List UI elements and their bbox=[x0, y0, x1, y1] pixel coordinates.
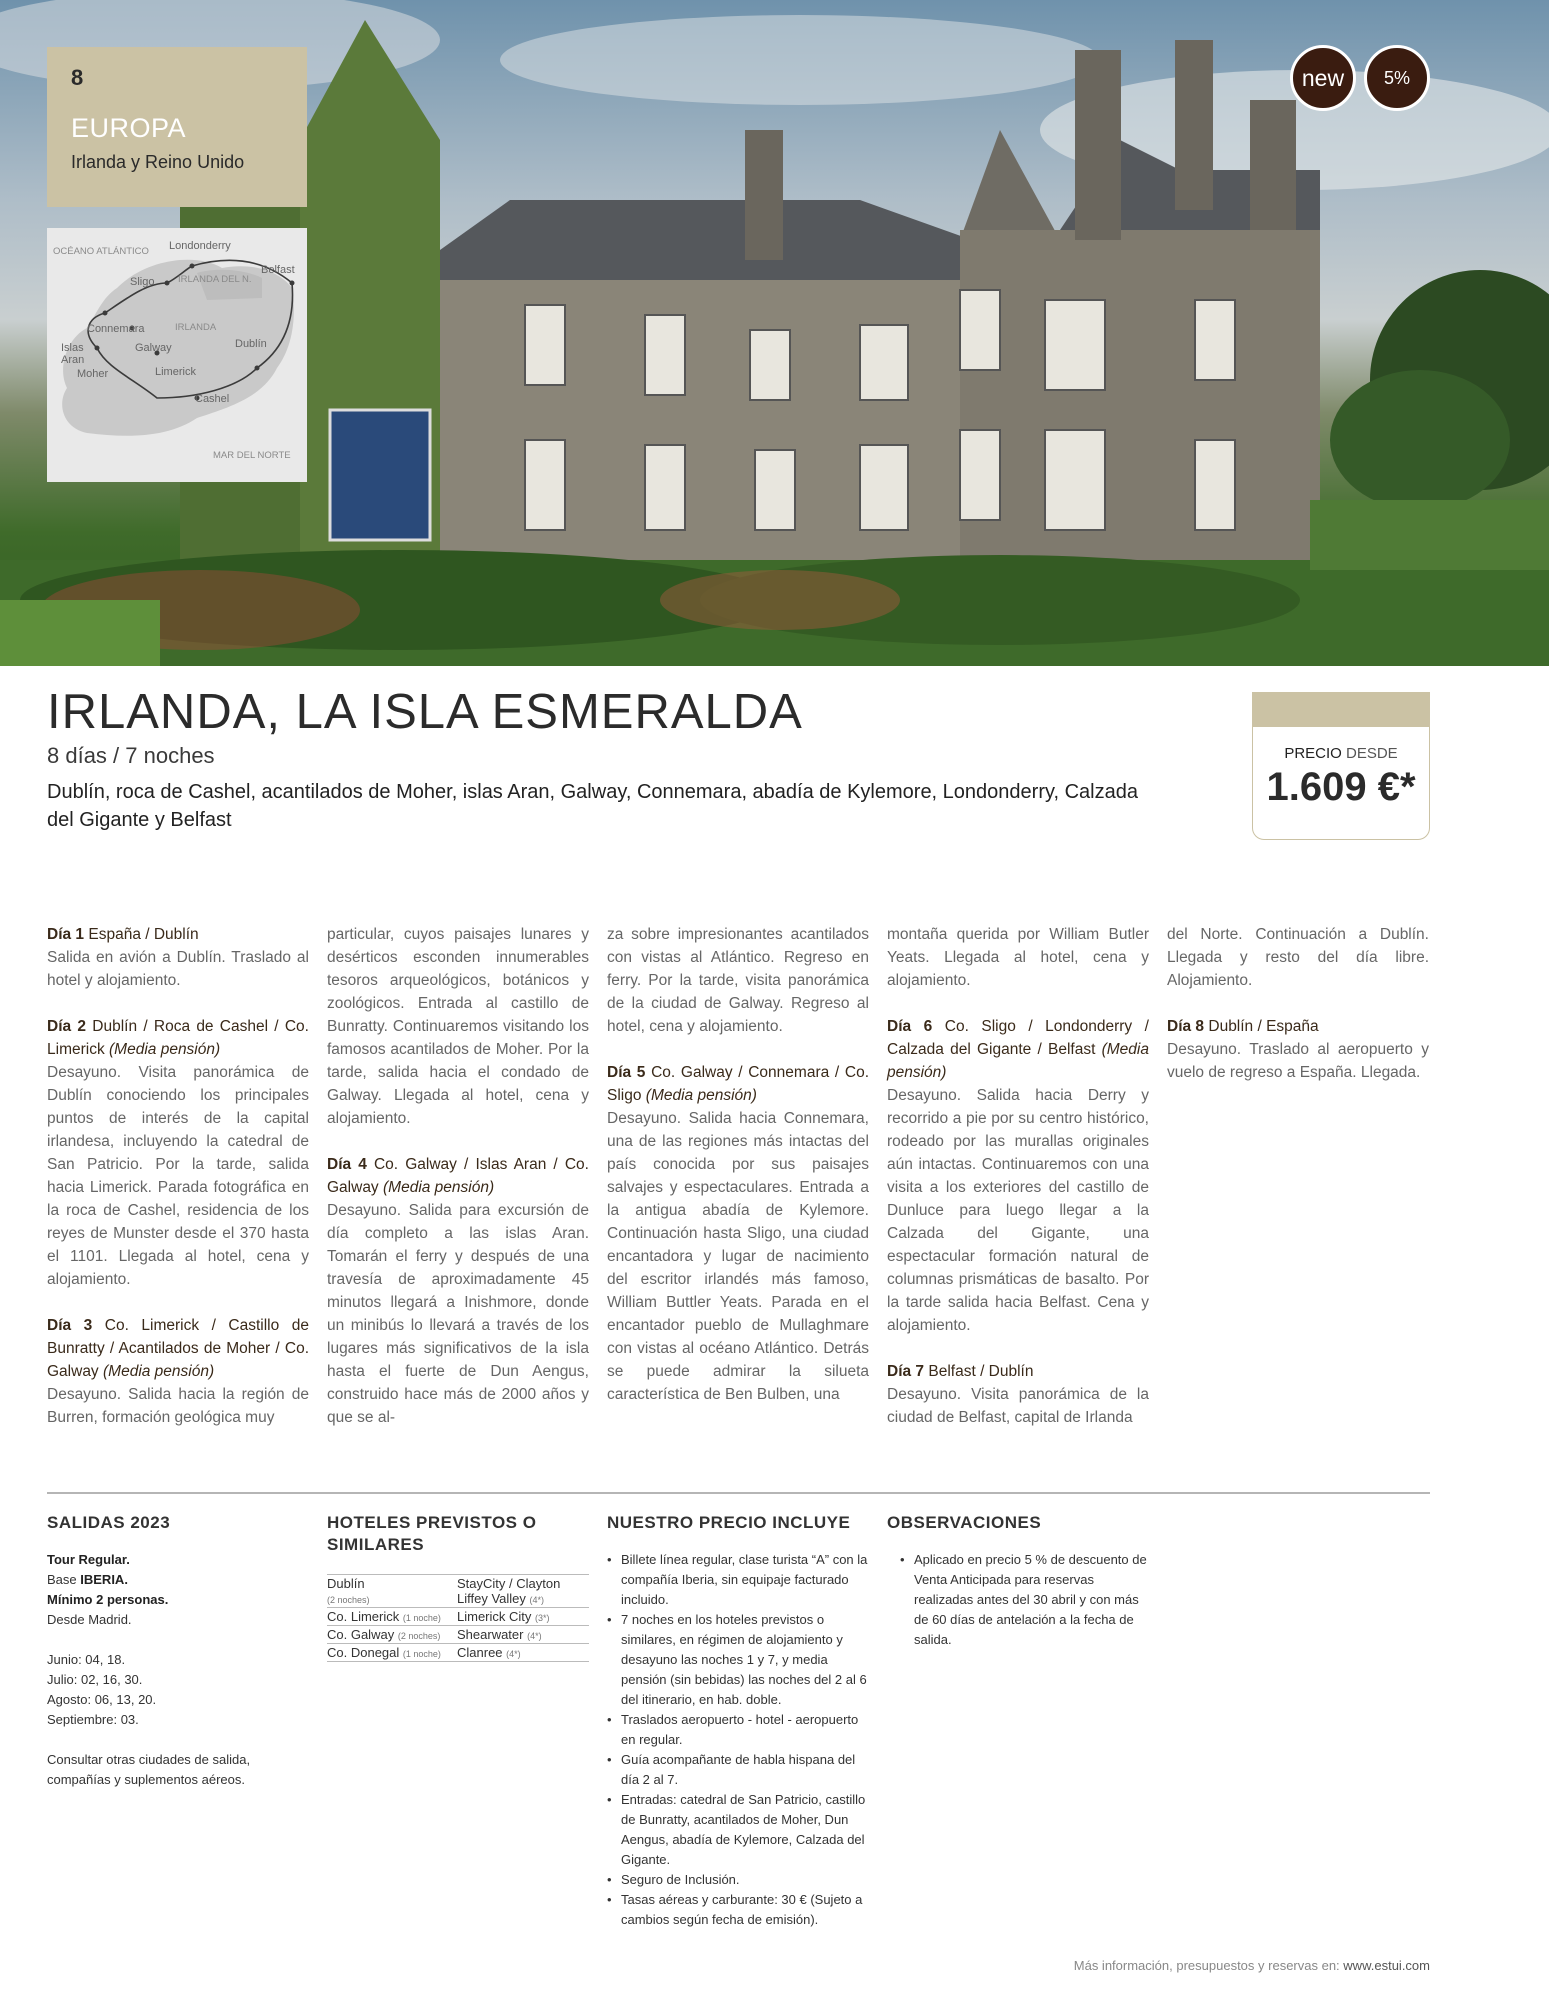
day-meal-plan: (Media pensión) bbox=[103, 1363, 215, 1380]
section-tag bbox=[47, 47, 307, 207]
price-label bbox=[1253, 745, 1429, 762]
hotel-city bbox=[327, 1627, 457, 1642]
day-heading: España / Dublín bbox=[88, 926, 199, 943]
hotel-row bbox=[327, 1626, 589, 1644]
hoteles-heading: HOTELES PREVISTOS O SIMILARES bbox=[327, 1513, 537, 1554]
hotel-city-name: Co. Limerick bbox=[327, 1609, 400, 1624]
hotel-name-text: StayCity / Clayton Liffey Valley bbox=[457, 1576, 561, 1606]
salidas-date: Septiembre: 03. bbox=[47, 1712, 139, 1727]
salidas-base-label: Base bbox=[47, 1572, 77, 1587]
observaciones-item: • Aplicado en precio 5 % de descuento de Venta Anticipada para reservas realizadas antes del 30 abril y con más de 60 días de antelación a la fecha de salida. bbox=[900, 1550, 1150, 1650]
day-meal-plan: (Media pensión) bbox=[887, 1041, 1149, 1081]
salidas-date: Julio: 02, 16, 30. bbox=[47, 1672, 143, 1687]
section-divider bbox=[47, 1492, 1430, 1494]
day-text: Desayuno. Salida hacia Derry y recorrido a pie por su centro histórico, rodeado por las murallas originales aún intactas. Continuaremos con una visita a los exteriores del castillo de Dunluce para luego llegar a la Calzada del Gigante, una espectacular formación natural de columnas prismáticas de basalto. Por la tarde salida hacia Belfast. Cena y alojamiento. bbox=[887, 1087, 1149, 1334]
price-label-word: PRECIO bbox=[1284, 745, 1342, 762]
map-city-belfast: Belfast bbox=[261, 264, 295, 276]
hotel-name-text: Clanree bbox=[457, 1645, 503, 1660]
day-number: Día 2 bbox=[47, 1018, 86, 1035]
hotel-row bbox=[327, 1644, 589, 1662]
new-badge: new bbox=[1290, 45, 1356, 111]
map-label-north-sea: MAR DEL NORTE bbox=[213, 450, 291, 461]
day-meal-plan: (Media pensión) bbox=[645, 1087, 757, 1104]
itinerary-day bbox=[47, 1314, 309, 1429]
itinerary-day bbox=[1167, 1015, 1429, 1084]
hotel-city bbox=[327, 1576, 457, 1606]
map-city-islas-aran: Islas Aran bbox=[61, 342, 85, 366]
salidas-minimum: Mínimo 2 personas. bbox=[47, 1592, 169, 1607]
itinerary-day bbox=[887, 1360, 1149, 1429]
day-text: Desayuno. Salida hacia Connemara, una de las regiones más intactas del país conocida por sus paisajes salvajes y espectaculares. Entrada a la antigua abadía de Kylemore. Continuación hasta Sligo, una ciudad encantadora y lugar de nacimiento del escritor irlandés más famoso, William Buttler Yeats. Parada en el encantador pueblo de Mullaghmare con vistas al océano Atlántico. Detrás se puede admirar la silueta característica de Ben Bulben, una bbox=[607, 1110, 869, 1403]
day-heading: Co. Galway / Connemara / Co. Sligo bbox=[607, 1064, 869, 1104]
day-heading: Co. Limerick / Castillo de Bunratty / Acantilados de Moher / Co. Galway bbox=[47, 1317, 309, 1380]
itinerary-day bbox=[327, 1153, 589, 1429]
map-city-sligo: Sligo bbox=[130, 276, 155, 288]
hero-photo-manor-house bbox=[0, 0, 1549, 666]
footer-url[interactable]: www.estui.com bbox=[1343, 1958, 1430, 1973]
salidas-origin: Desde Madrid. bbox=[47, 1612, 132, 1627]
incluye-item: • Guía acompañante de habla hispana del día 2 al 7. bbox=[607, 1750, 869, 1790]
day-text: Desayuno. Salida para excursión de día completo a las islas Aran. Tomarán el ferry y después de una travesía de aproximadamente 45 minutos llegará a Inishmore, donde un minibús lo llevará a través de los lugares más significativos de la isla hasta el fuerte de Dun Aengus, construido hace más de 2000 años y que se al- bbox=[327, 1202, 589, 1426]
hotel-city bbox=[327, 1645, 457, 1660]
map-city-galway: Galway bbox=[135, 342, 172, 354]
hotel-row bbox=[327, 1608, 589, 1626]
price-box bbox=[1252, 692, 1430, 840]
map-city-londonderry: Londonderry bbox=[169, 240, 231, 252]
day-number: Día 6 bbox=[887, 1018, 933, 1035]
salidas-heading: SALIDAS 2023 bbox=[47, 1513, 171, 1532]
hotels-table bbox=[327, 1574, 589, 1662]
day-number: Día 5 bbox=[607, 1064, 646, 1081]
itinerary-continuation: del Norte. Continuación a Dublín. Llegada y resto del día libre. Alojamiento. bbox=[1167, 926, 1429, 989]
hotel-row bbox=[327, 1574, 589, 1608]
day-text: Desayuno. Salida hacia la región de Burren, formación geológica muy bbox=[47, 1386, 309, 1426]
incluye-item: • 7 noches en los hoteles previstos o similares, en régimen de alojamiento y desayuno las noches 1 y 7, y media pensión (sin bebidas) las noches del 2 al 6 del itinerario, en hab. doble. bbox=[607, 1610, 869, 1710]
itinerary-column-2 bbox=[327, 923, 589, 1452]
hotel-name bbox=[457, 1645, 589, 1660]
hotel-nights: (1 noche) bbox=[402, 1649, 441, 1659]
route-map bbox=[47, 228, 307, 482]
section-region: EUROPA bbox=[71, 113, 187, 143]
day-heading: Co. Sligo / Londonderry / Calzada del Gigante / Belfast bbox=[887, 1018, 1149, 1058]
itinerary-day bbox=[607, 1061, 869, 1406]
incluye-item: • Billete línea regular, clase turista “A” con la compañía Iberia, sin equipaje facturado incluido. bbox=[607, 1550, 869, 1610]
day-text: Desayuno. Visita panorámica de la ciudad de Belfast, capital de Irlanda bbox=[887, 1386, 1149, 1426]
hotel-city-name: Dublín bbox=[327, 1576, 365, 1591]
hotel-nights: (2 noches) bbox=[327, 1595, 370, 1605]
discount-badge: 5% bbox=[1364, 45, 1430, 111]
day-heading: Belfast / Dublín bbox=[928, 1363, 1034, 1380]
hotel-city bbox=[327, 1609, 457, 1624]
map-label-ireland: IRLANDA bbox=[175, 322, 217, 333]
day-text: Desayuno. Traslado al aeropuerto y vuelo de regreso a España. Llegada. bbox=[1167, 1041, 1429, 1081]
hotel-name-text: Limerick City bbox=[457, 1609, 532, 1624]
day-meal-plan: (Media pensión) bbox=[383, 1179, 495, 1196]
itinerary-column-3 bbox=[607, 923, 869, 1429]
section-countries: Irlanda y Reino Unido bbox=[71, 152, 245, 172]
itinerary-continuation: montaña querida por William Butler Yeats. Llegada al hotel, cena y alojamiento. bbox=[887, 926, 1149, 989]
hotel-category: (4*) bbox=[506, 1649, 521, 1659]
incluye-item: • Seguro de Inclusión. bbox=[607, 1870, 869, 1890]
itinerary-column-1 bbox=[47, 923, 309, 1452]
section-number: 8 bbox=[71, 65, 84, 90]
salidas-date: Agosto: 06, 13, 20. bbox=[47, 1692, 157, 1707]
footer bbox=[900, 1958, 1430, 1973]
incluye-item: • Entradas: catedral de San Patricio, castillo de Bunratty, acantilados de Moher, Dun Aengus, abadía de Kylemore, Calzada del Gigante. bbox=[607, 1790, 869, 1870]
day-number: Día 3 bbox=[47, 1317, 93, 1334]
salidas-tour: Tour Regular. bbox=[47, 1552, 130, 1567]
tour-title: IRLANDA, LA ISLA ESMERALDA bbox=[47, 685, 803, 739]
day-number: Día 7 bbox=[887, 1363, 925, 1380]
incluye-heading: NUESTRO PRECIO INCLUYE bbox=[607, 1513, 851, 1532]
hotel-name bbox=[457, 1576, 589, 1606]
day-meal-plan: (Media pensión) bbox=[109, 1041, 221, 1058]
incluye-list bbox=[607, 1550, 869, 1930]
incluye-item: • Tasas aéreas y carburante: 30 € (Sujeto a cambios según fecha de emisión). bbox=[607, 1890, 869, 1930]
day-heading: Dublín / Roca de Cashel / Co. Limerick bbox=[47, 1018, 309, 1058]
hotel-nights: (2 noches) bbox=[397, 1631, 441, 1641]
hotel-nights: (1 noche) bbox=[402, 1613, 441, 1623]
day-text: Desayuno. Visita panorámica de Dublín conociendo los principales puntos de interés de la capital irlandesa, incluyendo la catedral de San Patricio. Por la tarde, salida hacia Limerick. Parada fotográfica en la roca de Cashel, residencia de los reyes de Munster desde el 370 hasta el 1101. Llegada al hotel, cena y alojamiento. bbox=[47, 1064, 309, 1288]
tour-duration: 8 días / 7 noches bbox=[47, 743, 215, 768]
hotel-category: (4*) bbox=[529, 1595, 545, 1605]
hotel-category: (4*) bbox=[527, 1631, 542, 1641]
itinerary-continuation: za sobre impresionantes acantilados con vistas al Atlántico. Regreso en ferry. Por la tarde, visita panorámica de la ciudad de Galway. Regreso al hotel, cena y alojamiento. bbox=[607, 926, 869, 1035]
day-heading: Dublín / España bbox=[1208, 1018, 1319, 1035]
map-city-moher: Moher bbox=[77, 368, 109, 380]
itinerary-day bbox=[887, 1015, 1149, 1337]
map-city-connemara: Connemara bbox=[87, 323, 145, 335]
hotel-category: (3*) bbox=[535, 1613, 550, 1623]
day-number: Día 4 bbox=[327, 1156, 367, 1173]
salidas-note: Consultar otras ciudades de salida, compañías y suplementos aéreos. bbox=[47, 1752, 251, 1787]
day-number: Día 1 bbox=[47, 926, 85, 943]
price-label-desde: DESDE bbox=[1346, 745, 1398, 762]
hotel-city-name: Co. Donegal bbox=[327, 1645, 400, 1660]
hotel-name-text: Shearwater bbox=[457, 1627, 524, 1642]
hotel-name bbox=[457, 1627, 589, 1642]
price-value: 1.609 €* bbox=[1266, 765, 1416, 809]
hotel-name bbox=[457, 1609, 589, 1624]
itinerary-continuation: particular, cuyos paisajes lunares y desérticos esconden innumerables tesoros arqueológicos, botánicos y zoológicos. Entrada al castillo de Bunratty. Continuaremos visitando los famosos acantilados de Moher. Por la tarde, salida hacia el condado de Galway. Llegada al hotel, cena y alojamiento. bbox=[327, 926, 589, 1127]
map-city-limerick: Limerick bbox=[155, 366, 196, 378]
itinerary-column-4 bbox=[887, 923, 1149, 1452]
itinerary-column-5 bbox=[1167, 923, 1429, 1107]
observaciones-list bbox=[900, 1550, 1150, 1650]
day-heading: Co. Galway / Islas Aran / Co. Galway bbox=[327, 1156, 589, 1196]
salidas-date: Junio: 04, 18. bbox=[47, 1652, 126, 1667]
map-city-dublin: Dublín bbox=[235, 338, 267, 350]
price-box-header bbox=[1253, 693, 1429, 727]
map-city-cashel: Cashel bbox=[195, 393, 230, 405]
hotel-city-name: Co. Galway bbox=[327, 1627, 395, 1642]
day-text: Salida en avión a Dublín. Traslado al hotel y alojamiento. bbox=[47, 949, 309, 989]
observaciones-heading: OBSERVACIONES bbox=[887, 1513, 1042, 1532]
footer-text: Más información, presupuestos y reservas en: bbox=[1073, 1958, 1340, 1973]
salidas-airline: IBERIA. bbox=[80, 1572, 128, 1587]
incluye-item: • Traslados aeropuerto - hotel - aeropuerto en regular. bbox=[607, 1710, 869, 1750]
map-label-atlantic: OCÉANO ATLÁNTICO bbox=[53, 246, 149, 257]
itinerary-day bbox=[47, 923, 309, 992]
itinerary-day bbox=[47, 1015, 309, 1291]
salidas-details bbox=[47, 1550, 309, 1790]
day-number: Día 8 bbox=[1167, 1018, 1205, 1035]
tour-highlights: Dublín, roca de Cashel, acantilados de Moher, islas Aran, Galway, Connemara, abadía de Kylemore, Londonderry, Calzada del Gigante y Belfast bbox=[47, 781, 1138, 831]
map-label-northern-ireland: IRLANDA DEL N. bbox=[178, 274, 252, 285]
